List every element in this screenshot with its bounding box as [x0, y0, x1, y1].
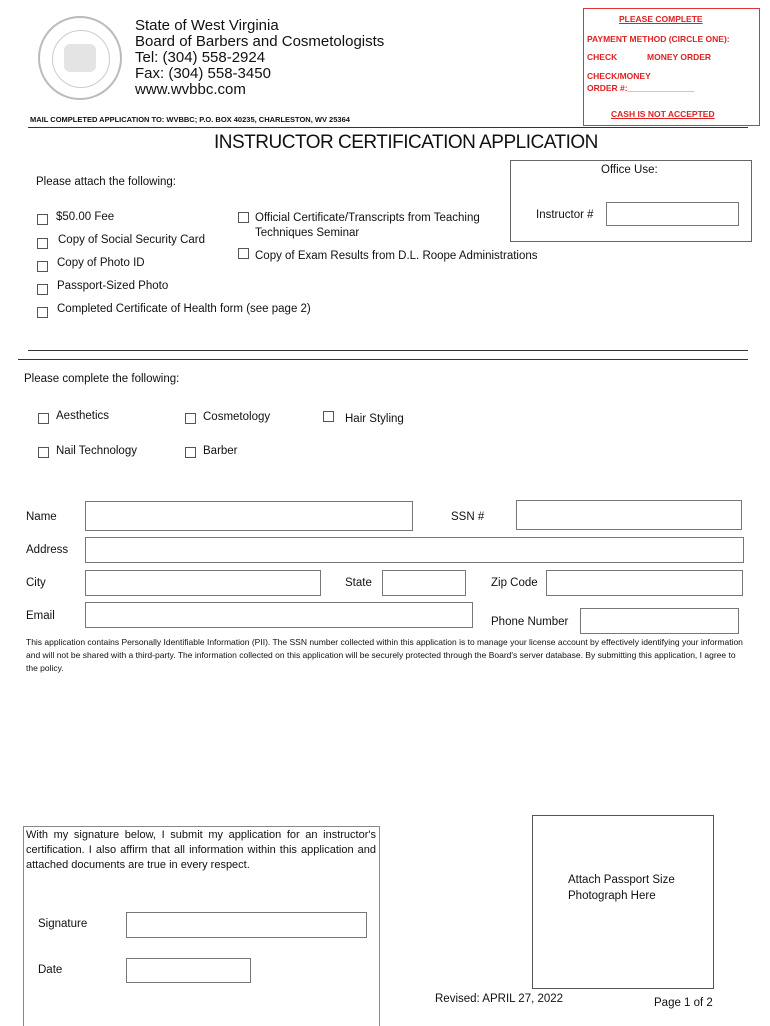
zip-field[interactable] — [546, 570, 743, 596]
name-field[interactable] — [85, 501, 413, 531]
photo-id-label: Copy of Photo ID — [57, 257, 145, 269]
ssn-card-checkbox[interactable] — [37, 238, 48, 249]
passport-photo-box — [532, 815, 714, 989]
fee-label: $50.00 Fee — [56, 211, 115, 223]
please-complete-label: PLEASE COMPLETE — [619, 14, 703, 24]
state-field[interactable] — [382, 570, 466, 596]
cosmetology-checkbox[interactable] — [185, 413, 196, 424]
check-option[interactable]: CHECK — [587, 52, 618, 62]
passport-photo-checkbox[interactable] — [37, 284, 48, 295]
money-order-option[interactable]: MONEY ORDER — [647, 52, 712, 62]
signature-field[interactable] — [126, 912, 367, 938]
photo-id-checkbox[interactable] — [37, 261, 48, 272]
barber-label: Barber — [203, 445, 238, 457]
health-form-checkbox[interactable] — [37, 307, 48, 318]
order-number-field[interactable]: ORDER #:______________ — [587, 83, 694, 93]
check-money-label: CHECK/MONEY — [587, 71, 651, 81]
phone-field[interactable] — [580, 608, 739, 634]
health-form-label: Completed Certificate of Health form (see page 2) — [57, 303, 311, 315]
cosmetology-label: Cosmetology — [203, 411, 271, 423]
ssn-field[interactable] — [516, 500, 742, 530]
pii-notice: This application contains Personally Identifiable Information (PII). The SSN number collected within this application is to manage your license account by effectively identifying your information and will not be shared with a third-party. The information collected on this application will be securely protected through the Board's server database. By submitting this application, I agree to the policy. — [26, 637, 743, 673]
signature-label: Signature — [38, 918, 88, 930]
state-seal-logo — [38, 16, 122, 100]
section-divider-top — [28, 350, 748, 351]
state-label: State — [345, 577, 372, 589]
signature-statement: With my signature below, I submit my application for an instructor's certification. I also affirm that all information within this application and attached documents are true in every respect. — [26, 829, 376, 871]
hair-styling-label: Hair Styling — [345, 413, 404, 425]
city-label: City — [26, 577, 46, 589]
transcripts-label: Official Certificate/Transcripts from Teaching Techniques Seminar — [255, 212, 480, 239]
name-label: Name — [26, 511, 57, 523]
date-field[interactable] — [126, 958, 251, 983]
transcripts-checkbox[interactable] — [238, 212, 249, 223]
mail-address: MAIL COMPLETED APPLICATION TO: WVBBC; P.O. BOX 40235, CHARLESTON, WV 25364 — [30, 115, 350, 124]
page-number: Page 1 of 2 — [654, 997, 713, 1009]
city-field[interactable] — [85, 570, 321, 596]
revised-date: Revised: APRIL 27, 2022 — [435, 993, 564, 1005]
payment-method-label: PAYMENT METHOD (CIRCLE ONE): — [587, 34, 730, 44]
page-title: INSTRUCTOR CERTIFICATION APPLICATION — [214, 132, 598, 153]
barber-checkbox[interactable] — [185, 447, 196, 458]
aesthetics-checkbox[interactable] — [38, 413, 49, 424]
photo-box-line2: Photograph Here — [568, 890, 656, 902]
ssn-card-label: Copy of Social Security Card — [58, 234, 206, 246]
org-line-tel: Tel: (304) 558-2924 — [135, 49, 266, 66]
org-line-state: State of West Virginia — [135, 17, 279, 34]
hair-styling-checkbox[interactable] — [323, 411, 334, 422]
nail-technology-label: Nail Technology — [56, 445, 137, 457]
instructor-number-label: Instructor # — [536, 209, 594, 221]
email-label: Email — [26, 610, 55, 622]
address-field[interactable] — [85, 537, 744, 563]
instructor-number-field[interactable] — [606, 202, 739, 226]
payment-method-box — [583, 8, 760, 126]
cash-not-accepted-note: CASH IS NOT ACCEPTED — [611, 109, 715, 119]
ssn-label: SSN # — [451, 511, 485, 523]
email-field[interactable] — [85, 602, 473, 628]
org-header — [135, 18, 384, 98]
attach-heading: Please attach the following: — [36, 176, 177, 188]
section-divider-bottom — [18, 359, 748, 360]
complete-heading: Please complete the following: — [24, 373, 180, 385]
org-line-fax: Fax: (304) 558-3450 — [135, 65, 271, 82]
org-line-web: www.wvbbc.com — [135, 81, 246, 98]
phone-label: Phone Number — [491, 616, 569, 628]
passport-photo-label: Passport-Sized Photo — [57, 280, 169, 292]
nail-technology-checkbox[interactable] — [38, 447, 49, 458]
address-label: Address — [26, 544, 69, 556]
header-divider — [28, 127, 748, 128]
org-line-board: Board of Barbers and Cosmetologists — [135, 33, 385, 50]
office-use-label: Office Use: — [601, 164, 658, 176]
photo-box-line1: Attach Passport Size — [568, 874, 675, 886]
date-label: Date — [38, 964, 63, 976]
aesthetics-label: Aesthetics — [56, 410, 110, 422]
exam-results-label: Copy of Exam Results from D.L. Roope Administrations — [255, 250, 538, 262]
exam-results-checkbox[interactable] — [238, 248, 249, 259]
fee-checkbox[interactable] — [37, 214, 48, 225]
zip-label: Zip Code — [491, 577, 538, 589]
